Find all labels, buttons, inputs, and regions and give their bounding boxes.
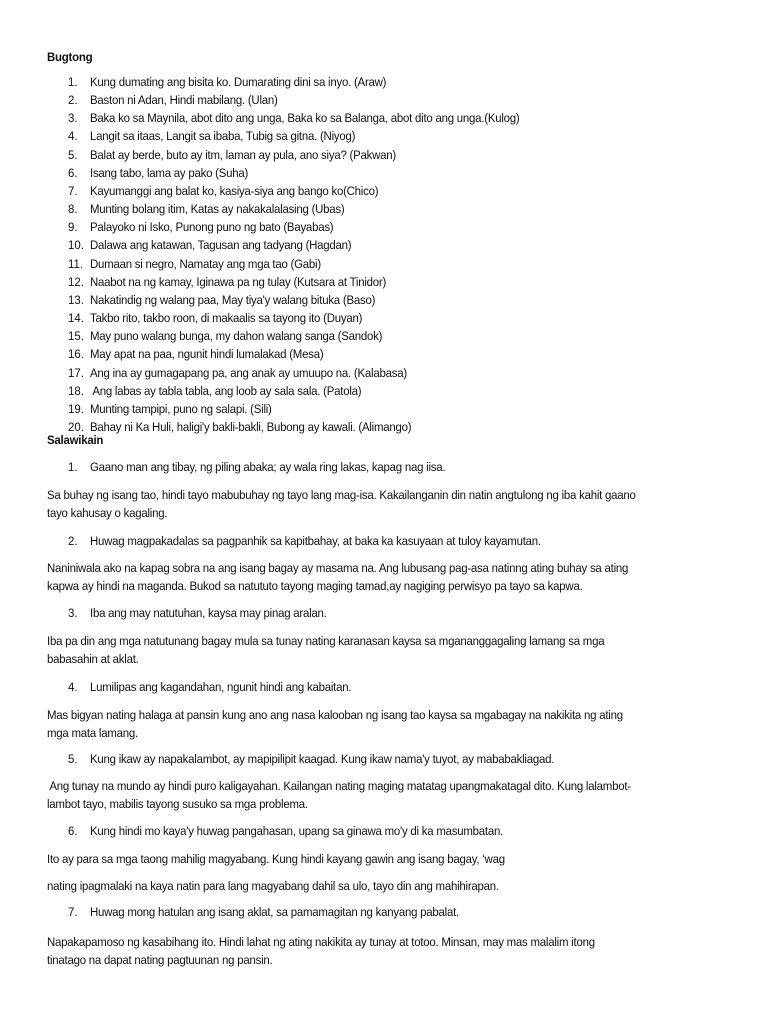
riddle-item: Bahay ni Ka Huli, haligi'y bakli-bakli, Bubong ay kawali. (Alimango) bbox=[90, 420, 412, 435]
list-item-number: 20. bbox=[68, 420, 84, 435]
list-item-number: 7. bbox=[68, 905, 78, 919]
proverb-explanation-line: babasahin at aklat. bbox=[47, 652, 139, 666]
riddle-item: Ang labas ay tabla tabla, ang loob ay sala sala. (Patola) bbox=[90, 383, 362, 398]
list-item-number: 16. bbox=[68, 347, 84, 362]
proverb-explanation-line: Sa buhay ng isang tao, hindi tayo mabubuhay ng tayo lang mag-isa. Kakailanganin din natin angtulong ng iba kahit gaano bbox=[47, 488, 636, 502]
list-item-number: 8. bbox=[68, 202, 78, 217]
proverb-explanation-line: mga mata lamang. bbox=[47, 726, 138, 740]
list-item-number: 11. bbox=[68, 256, 84, 271]
list-item-number: 9. bbox=[68, 220, 78, 235]
list-item-number: 1. bbox=[68, 75, 78, 89]
proverb-item: Huwag magpakadalas sa pagpanhik sa kapitbahay, at baka ka kasuyaan at tuloy kayamutan. bbox=[90, 534, 541, 548]
riddle-item: May puno walang bunga, my dahon walang sanga (Sandok) bbox=[90, 329, 383, 344]
list-item-number: 13. bbox=[68, 292, 84, 307]
proverb-explanation-line: Napakapamoso ng kasabihang ito. Hindi lahat ng ating nakikita ay tunay at totoo. Minsan, may mas malalim itong bbox=[47, 935, 595, 949]
proverb-explanation-line: nating ipagmalaki na kaya natin para lang magyabang dahil sa ulo, tayo din ang mahihirapan. bbox=[47, 879, 499, 893]
proverb-item: Gaano man ang tibay, ng piling abaka; ay wala ring lakas, kapag nag iisa. bbox=[90, 460, 446, 474]
riddle-item: Munting bolang itim, Katas ay nakakalalasing (Ubas) bbox=[90, 202, 345, 217]
list-item-number: 6. bbox=[68, 165, 78, 180]
riddle-item: Baston ni Adan, Hindi mabilang. (Ulan) bbox=[90, 93, 278, 108]
list-item-number: 6. bbox=[68, 824, 78, 838]
list-item-number: 14. bbox=[68, 311, 84, 326]
riddle-item: Dumaan si negro, Namatay ang mga tao (Gabi) bbox=[90, 256, 321, 271]
list-item-number: 18. bbox=[68, 383, 84, 398]
section-heading-salawikain: Salawikain bbox=[47, 433, 104, 447]
list-item-number: 17. bbox=[68, 365, 84, 380]
proverb-item: Huwag mong hatulan ang isang aklat, sa pamamagitan ng kanyang pabalat. bbox=[90, 905, 460, 919]
list-item-number: 1. bbox=[68, 460, 78, 474]
proverb-explanation-line: lambot tayo, mabilis tayong susuko sa mga problema. bbox=[47, 797, 308, 811]
proverb-explanation-line: Ang tunay na mundo ay hindi puro kaligayahan. Kailangan nating maging matatag upangmakatagal dito. Kung lalambot- bbox=[47, 779, 631, 793]
proverb-item: Iba ang may natutuhan, kaysa may pinag aralan. bbox=[90, 606, 327, 620]
riddle-item: Balat ay berde, buto ay itm, laman ay pula, ano siya? (Pakwan) bbox=[90, 147, 396, 162]
list-item-number: 15. bbox=[68, 329, 84, 344]
riddle-item: Naabot na ng kamay, Iginawa pa ng tulay (Kutsara at Tinidor) bbox=[90, 274, 387, 289]
riddle-item: Kayumanggi ang balat ko, kasiya-siya ang bango ko(Chico) bbox=[90, 183, 379, 198]
proverb-explanation-line: tayo kahusay o kagaling. bbox=[47, 506, 168, 520]
riddle-item: Takbo rito, takbo roon, di makaalis sa tayong ito (Duyan) bbox=[90, 311, 363, 326]
list-item-number: 3. bbox=[68, 606, 78, 620]
proverb-explanation-line: tinatago na dapat nating pagtuunan ng pansin. bbox=[47, 953, 273, 967]
section-heading-bugtong: Bugtong bbox=[47, 50, 93, 64]
list-item-number: 4. bbox=[68, 680, 78, 694]
proverb-explanation-line: Ito ay para sa mga taong mahilig magyabang. Kung hindi kayang gawin ang isang bagay, ‘wag bbox=[47, 852, 505, 866]
list-item-number: 4. bbox=[68, 129, 78, 144]
riddle-item: Munting tampipi, puno ng salapi. (Sili) bbox=[90, 401, 272, 416]
riddle-item: Palayoko ni Isko, Punong puno ng bato (Bayabas) bbox=[90, 220, 334, 235]
riddle-item: Baka ko sa Maynila, abot dito ang unga, Baka ko sa Balanga, abot dito ang unga.(Kulog) bbox=[90, 111, 520, 126]
riddle-item: Ang ina ay gumagapang pa, ang anak ay umuupo na. (Kalabasa) bbox=[90, 365, 407, 380]
proverb-item: Kung ikaw ay napakalambot, ay mapipilipit kaagad. Kung ikaw nama'y tuyot, ay mababakliagad. bbox=[90, 752, 555, 766]
list-item-number: 5. bbox=[68, 147, 78, 162]
list-item-number: 3. bbox=[68, 111, 78, 126]
list-item-number: 10. bbox=[68, 238, 84, 253]
riddle-item: Langit sa itaas, Langit sa ibaba, Tubig sa gitna. (Niyog) bbox=[90, 129, 356, 144]
proverb-item: Kung hindi mo kaya'y huwag pangahasan, upang sa ginawa mo'y di ka masumbatan. bbox=[90, 824, 504, 838]
list-item-number: 12. bbox=[68, 274, 84, 289]
riddle-item: Kung dumating ang bisita ko. Dumarating dini sa inyo. (Araw) bbox=[90, 75, 387, 89]
proverb-explanation-line: Naniniwala ako na kapag sobra na ang isang bagay ay masama na. Ang lubusang pag-asa natinng ating buhay sa ating bbox=[47, 561, 629, 575]
list-item-number: 5. bbox=[68, 752, 78, 766]
proverb-item: Lumilipas ang kagandahan, ngunit hindi ang kabaitan. bbox=[90, 680, 352, 694]
list-item-number: 2. bbox=[68, 534, 78, 548]
list-item-number: 2. bbox=[68, 93, 78, 108]
proverb-explanation-line: kapwa ay hindi na maganda. Bukod sa natututo tayong maging tamad,ay nagiging perwisyo pa tayo sa kapwa. bbox=[47, 579, 583, 593]
list-item-number: 19. bbox=[68, 401, 84, 416]
proverb-explanation-line: Iba pa din ang mga natutunang bagay mula sa tunay nating karanasan kaysa sa mgananggagaling lamang sa mga bbox=[47, 634, 605, 648]
riddle-item: Dalawa ang katawan, Tagusan ang tadyang (Hagdan) bbox=[90, 238, 352, 253]
riddle-item: May apat na paa, ngunit hindi lumalakad (Mesa) bbox=[90, 347, 324, 362]
riddle-item: Isang tabo, lama ay pako (Suha) bbox=[90, 165, 249, 180]
list-item-number: 7. bbox=[68, 183, 78, 198]
proverb-explanation-line: Mas bigyan nating halaga at pansin kung ano ang nasa kalooban ng isang tao kaysa sa mgabagay na nakikita ng ating bbox=[47, 708, 623, 722]
riddle-item: Nakatindig ng walang paa, May tiya'y walang bituka (Baso) bbox=[90, 292, 376, 307]
